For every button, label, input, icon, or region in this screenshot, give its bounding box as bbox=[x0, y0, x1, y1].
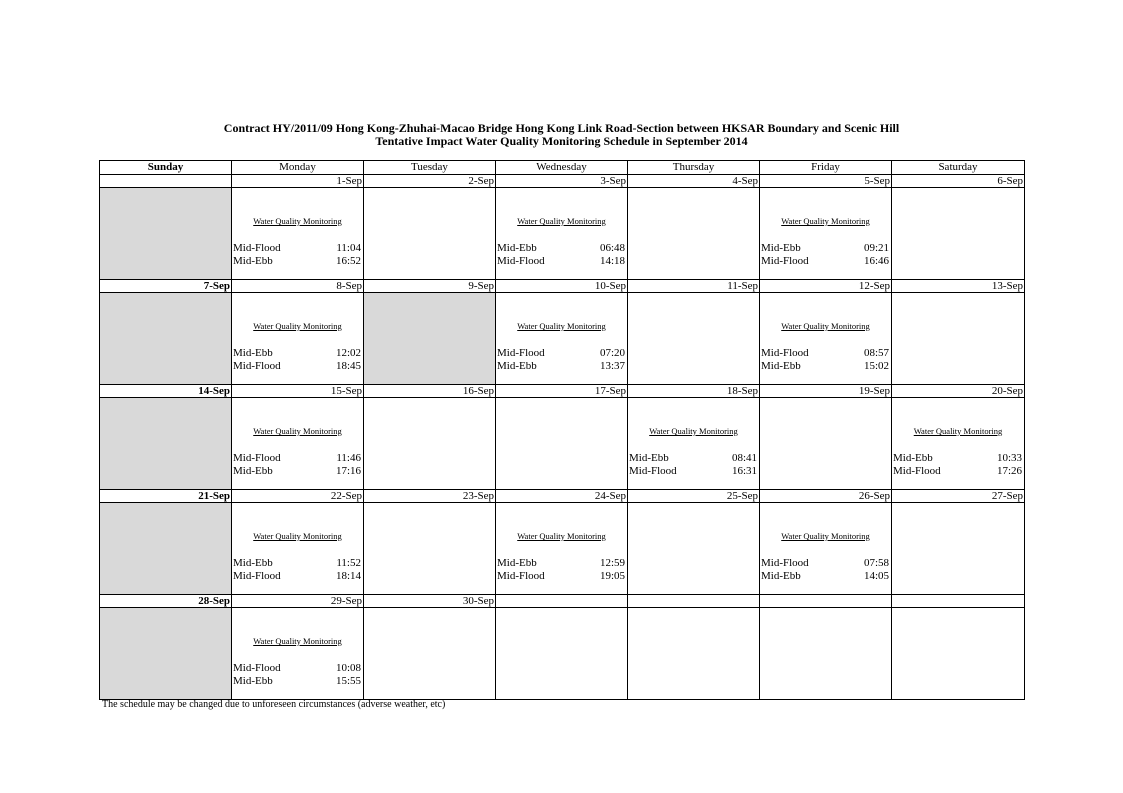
calendar-table bbox=[99, 160, 1025, 700]
weekday-friday: Friday bbox=[760, 161, 892, 175]
date-cell bbox=[892, 595, 1025, 608]
schedule-row bbox=[100, 293, 1025, 385]
tide-phase: Mid-Ebb bbox=[233, 557, 273, 569]
tide-phase: Mid-Flood bbox=[233, 360, 281, 372]
tide-entry bbox=[761, 360, 889, 373]
tide-phase: Mid-Flood bbox=[629, 465, 677, 477]
tide-entry bbox=[233, 570, 361, 583]
weekday-monday: Monday bbox=[232, 161, 364, 175]
tide-phase: Mid-Ebb bbox=[761, 242, 801, 254]
tide-entry bbox=[497, 570, 625, 583]
date-cell: 15-Sep bbox=[232, 385, 364, 398]
day-cell bbox=[760, 293, 892, 385]
tide-phase: Mid-Ebb bbox=[233, 465, 273, 477]
tide-time: 16:31 bbox=[731, 465, 757, 477]
date-cell: 8-Sep bbox=[232, 280, 364, 293]
schedule-note: The schedule may be changed due to unforeseen circumstances (adverse weather, etc) bbox=[102, 699, 446, 710]
date-cell bbox=[100, 175, 232, 188]
blocked-day-cell bbox=[100, 608, 232, 700]
weekday-saturday: Saturday bbox=[892, 161, 1025, 175]
tide-time: 14:05 bbox=[863, 570, 889, 582]
date-cell: 11-Sep bbox=[628, 280, 760, 293]
date-row bbox=[100, 175, 1025, 188]
tide-phase: Mid-Flood bbox=[761, 557, 809, 569]
date-cell: 16-Sep bbox=[364, 385, 496, 398]
blocked-day-cell bbox=[100, 188, 232, 280]
tide-phase: Mid-Ebb bbox=[629, 452, 669, 464]
tide-entry bbox=[233, 675, 361, 688]
date-cell: 25-Sep bbox=[628, 490, 760, 503]
tide-entry bbox=[761, 557, 889, 570]
date-cell: 12-Sep bbox=[760, 280, 892, 293]
tide-entry bbox=[233, 465, 361, 478]
date-cell: 1-Sep bbox=[232, 175, 364, 188]
date-cell: 19-Sep bbox=[760, 385, 892, 398]
day-cell bbox=[232, 398, 364, 490]
date-cell: 3-Sep bbox=[496, 175, 628, 188]
date-row bbox=[100, 385, 1025, 398]
tide-time: 07:58 bbox=[863, 557, 889, 569]
monitoring-label: Water Quality Monitoring bbox=[253, 321, 342, 331]
tide-phase: Mid-Flood bbox=[233, 452, 281, 464]
tide-time: 12:59 bbox=[599, 557, 625, 569]
tide-phase: Mid-Ebb bbox=[893, 452, 933, 464]
page-title: Contract HY/2011/09 Hong Kong-Zhuhai-Macao Bridge Hong Kong Link Road-Section between HKSAR Boundary and Scenic Hill bbox=[223, 121, 900, 135]
day-cell bbox=[892, 188, 1025, 280]
tide-time: 12:02 bbox=[335, 347, 361, 359]
tide-entry bbox=[629, 452, 757, 465]
day-cell bbox=[496, 398, 628, 490]
monitoring-label: Water Quality Monitoring bbox=[781, 321, 870, 331]
tide-phase: Mid-Ebb bbox=[233, 255, 273, 267]
date-cell: 4-Sep bbox=[628, 175, 760, 188]
day-cell bbox=[496, 608, 628, 700]
tide-entry bbox=[893, 465, 1022, 478]
tide-entry bbox=[233, 557, 361, 570]
tide-entry bbox=[761, 347, 889, 360]
date-cell: 30-Sep bbox=[364, 595, 496, 608]
tide-phase: Mid-Flood bbox=[761, 255, 809, 267]
tide-entry bbox=[629, 465, 757, 478]
monitoring-label: Water Quality Monitoring bbox=[253, 426, 342, 436]
tide-time: 17:16 bbox=[335, 465, 361, 477]
weekday-header-row bbox=[100, 161, 1025, 175]
tide-entry bbox=[233, 255, 361, 268]
date-row bbox=[100, 595, 1025, 608]
schedule-row bbox=[100, 608, 1025, 700]
page-subtitle: Tentative Impact Water Quality Monitoring Schedule in September 2014 bbox=[375, 134, 748, 148]
tide-entry bbox=[497, 347, 625, 360]
tide-time: 11:52 bbox=[336, 557, 361, 569]
tide-time: 14:18 bbox=[599, 255, 625, 267]
monitoring-label: Water Quality Monitoring bbox=[517, 321, 606, 331]
tide-phase: Mid-Ebb bbox=[761, 570, 801, 582]
tide-phase: Mid-Ebb bbox=[497, 242, 537, 254]
tide-phase: Mid-Ebb bbox=[497, 360, 537, 372]
day-cell bbox=[628, 398, 760, 490]
date-cell: 29-Sep bbox=[232, 595, 364, 608]
date-cell: 9-Sep bbox=[364, 280, 496, 293]
blocked-day-cell bbox=[100, 503, 232, 595]
tide-entry bbox=[497, 557, 625, 570]
monitoring-label: Water Quality Monitoring bbox=[253, 531, 342, 541]
day-cell bbox=[232, 293, 364, 385]
monitoring-label: Water Quality Monitoring bbox=[517, 216, 606, 226]
date-cell: 5-Sep bbox=[760, 175, 892, 188]
tide-phase: Mid-Flood bbox=[233, 242, 281, 254]
tide-phase: Mid-Ebb bbox=[761, 360, 801, 372]
date-cell: 21-Sep bbox=[100, 490, 232, 503]
calendar-body bbox=[100, 161, 1025, 700]
day-cell bbox=[628, 188, 760, 280]
day-cell bbox=[628, 293, 760, 385]
weekday-thursday: Thursday bbox=[628, 161, 760, 175]
blocked-day-cell bbox=[364, 293, 496, 385]
day-cell bbox=[364, 188, 496, 280]
day-cell bbox=[232, 608, 364, 700]
date-row bbox=[100, 490, 1025, 503]
date-cell bbox=[628, 595, 760, 608]
tide-time: 09:21 bbox=[863, 242, 889, 254]
day-cell bbox=[496, 503, 628, 595]
date-cell: 24-Sep bbox=[496, 490, 628, 503]
day-cell bbox=[760, 503, 892, 595]
tide-time: 11:04 bbox=[336, 242, 361, 254]
weekday-wednesday: Wednesday bbox=[496, 161, 628, 175]
day-cell bbox=[892, 293, 1025, 385]
day-cell bbox=[892, 503, 1025, 595]
tide-phase: Mid-Flood bbox=[497, 570, 545, 582]
tide-phase: Mid-Flood bbox=[497, 255, 545, 267]
day-cell bbox=[628, 608, 760, 700]
tide-entry bbox=[233, 662, 361, 675]
day-cell bbox=[232, 188, 364, 280]
tide-phase: Mid-Flood bbox=[761, 347, 809, 359]
tide-time: 17:26 bbox=[996, 465, 1022, 477]
monitoring-label: Water Quality Monitoring bbox=[517, 531, 606, 541]
tide-phase: Mid-Ebb bbox=[233, 347, 273, 359]
date-cell: 28-Sep bbox=[100, 595, 232, 608]
date-cell: 27-Sep bbox=[892, 490, 1025, 503]
tide-time: 08:57 bbox=[863, 347, 889, 359]
blocked-day-cell bbox=[100, 398, 232, 490]
tide-time: 06:48 bbox=[599, 242, 625, 254]
tide-entry bbox=[761, 242, 889, 255]
tide-entry bbox=[497, 242, 625, 255]
day-cell bbox=[496, 293, 628, 385]
date-cell: 13-Sep bbox=[892, 280, 1025, 293]
tide-phase: Mid-Flood bbox=[893, 465, 941, 477]
day-cell bbox=[892, 398, 1025, 490]
blocked-day-cell bbox=[100, 293, 232, 385]
tide-time: 08:41 bbox=[731, 452, 757, 464]
tide-entry bbox=[761, 570, 889, 583]
monitoring-label: Water Quality Monitoring bbox=[253, 216, 342, 226]
date-cell: 20-Sep bbox=[892, 385, 1025, 398]
date-cell bbox=[760, 595, 892, 608]
date-cell: 23-Sep bbox=[364, 490, 496, 503]
schedule-row bbox=[100, 188, 1025, 280]
tide-phase: Mid-Flood bbox=[233, 662, 281, 674]
date-cell: 6-Sep bbox=[892, 175, 1025, 188]
schedule-row bbox=[100, 503, 1025, 595]
tide-phase: Mid-Ebb bbox=[497, 557, 537, 569]
date-row bbox=[100, 280, 1025, 293]
monitoring-label: Water Quality Monitoring bbox=[781, 531, 870, 541]
day-cell bbox=[892, 608, 1025, 700]
day-cell bbox=[628, 503, 760, 595]
weekday-tuesday: Tuesday bbox=[364, 161, 496, 175]
day-cell bbox=[760, 398, 892, 490]
monitoring-label: Water Quality Monitoring bbox=[253, 636, 342, 646]
tide-entry bbox=[233, 242, 361, 255]
tide-entry bbox=[233, 452, 361, 465]
tide-phase: Mid-Flood bbox=[497, 347, 545, 359]
monitoring-label: Water Quality Monitoring bbox=[649, 426, 738, 436]
schedule-row bbox=[100, 398, 1025, 490]
tide-time: 16:46 bbox=[863, 255, 889, 267]
day-cell bbox=[232, 503, 364, 595]
tide-entry bbox=[893, 452, 1022, 465]
tide-entry bbox=[497, 255, 625, 268]
tide-time: 11:46 bbox=[336, 452, 361, 464]
tide-time: 18:45 bbox=[335, 360, 361, 372]
day-cell bbox=[760, 188, 892, 280]
monitoring-label: Water Quality Monitoring bbox=[913, 426, 1003, 436]
day-cell bbox=[364, 503, 496, 595]
tide-entry bbox=[761, 255, 889, 268]
date-cell: 18-Sep bbox=[628, 385, 760, 398]
date-cell: 7-Sep bbox=[100, 280, 232, 293]
tide-time: 07:20 bbox=[599, 347, 625, 359]
date-cell: 2-Sep bbox=[364, 175, 496, 188]
tide-time: 10:33 bbox=[996, 452, 1022, 464]
tide-time: 15:02 bbox=[863, 360, 889, 372]
day-cell bbox=[364, 608, 496, 700]
date-cell: 10-Sep bbox=[496, 280, 628, 293]
date-cell: 14-Sep bbox=[100, 385, 232, 398]
tide-time: 19:05 bbox=[599, 570, 625, 582]
tide-phase: Mid-Ebb bbox=[233, 675, 273, 687]
weekday-sunday: Sunday bbox=[100, 161, 232, 175]
date-cell bbox=[496, 595, 628, 608]
day-cell bbox=[760, 608, 892, 700]
date-cell: 26-Sep bbox=[760, 490, 892, 503]
tide-time: 16:52 bbox=[335, 255, 361, 267]
tide-time: 10:08 bbox=[335, 662, 361, 674]
tide-entry bbox=[497, 360, 625, 373]
day-cell bbox=[496, 188, 628, 280]
day-cell bbox=[364, 398, 496, 490]
tide-time: 18:14 bbox=[335, 570, 361, 582]
tide-entry bbox=[233, 347, 361, 360]
tide-time: 15:55 bbox=[335, 675, 361, 687]
date-cell: 22-Sep bbox=[232, 490, 364, 503]
tide-phase: Mid-Flood bbox=[233, 570, 281, 582]
monitoring-label: Water Quality Monitoring bbox=[781, 216, 870, 226]
tide-time: 13:37 bbox=[599, 360, 625, 372]
date-cell: 17-Sep bbox=[496, 385, 628, 398]
tide-entry bbox=[233, 360, 361, 373]
